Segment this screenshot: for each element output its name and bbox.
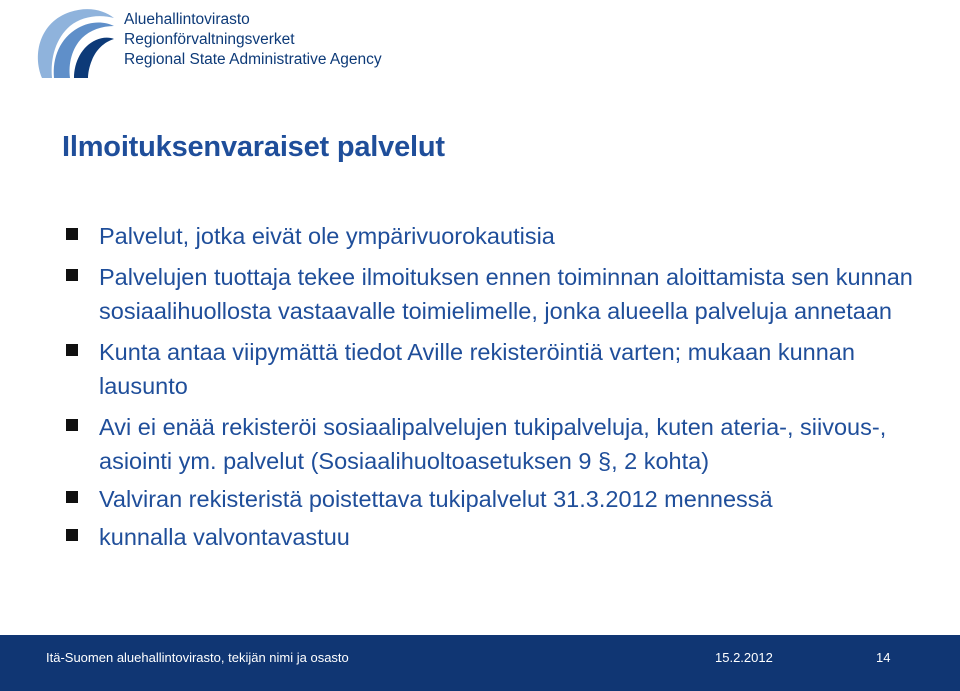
- slide-title: Ilmoituksenvaraiset palvelut: [62, 131, 445, 163]
- bullet-item: [66, 335, 946, 403]
- bullet-item: [66, 410, 946, 478]
- bullet-text: Kunta antaa viipymättä tiedot Aville rekisteröintiä varten; mukaan kunnan lausunto: [99, 339, 855, 399]
- bullet-text: Avi ei enää rekisteröi sosiaalipalvelujen tukipalveluja, kuten ateria-, siivous-, asiointi ym. palvelut (Sosiaalihuoltoasetuksen 9 §, 2 kohta): [99, 414, 887, 474]
- footer-date: 15.2.2012: [715, 650, 773, 665]
- square-bullet-icon: [66, 491, 78, 503]
- square-bullet-icon: [66, 269, 78, 281]
- agency-name-finnish: Aluehallintovirasto: [124, 11, 250, 28]
- footer-organization: Itä-Suomen aluehallintovirasto, tekijän nimi ja osasto: [46, 650, 349, 665]
- agency-names: [124, 10, 382, 70]
- square-bullet-icon: [66, 529, 78, 541]
- bullet-text: Palvelujen tuottaja tekee ilmoituksen ennen toiminnan aloittamista sen kunnan sosiaalihuollosta vastaavalle toimielimelle, jonka alueella palveluja annetaan: [99, 264, 913, 324]
- bullet-item: [66, 260, 946, 328]
- bullet-list: [66, 219, 946, 561]
- square-bullet-icon: [66, 344, 78, 356]
- bullet-item: [66, 520, 946, 554]
- bullet-text: Palvelut, jotka eivät ole ympärivuorokautisia: [99, 223, 555, 249]
- agency-name-english: Regional State Administrative Agency: [124, 51, 382, 68]
- footer-bar: [0, 635, 960, 691]
- bullet-text: kunnalla valvontavastuu: [99, 524, 350, 550]
- bullet-item: [66, 219, 946, 253]
- agency-swirl-logo-icon: [30, 4, 116, 82]
- page-number: 14: [876, 650, 891, 665]
- bullet-text: Valviran rekisteristä poistettava tukipalvelut 31.3.2012 mennessä: [99, 486, 773, 512]
- bullet-item: [66, 482, 946, 516]
- square-bullet-icon: [66, 228, 78, 240]
- agency-name-swedish: Regionförvaltningsverket: [124, 31, 295, 48]
- square-bullet-icon: [66, 419, 78, 431]
